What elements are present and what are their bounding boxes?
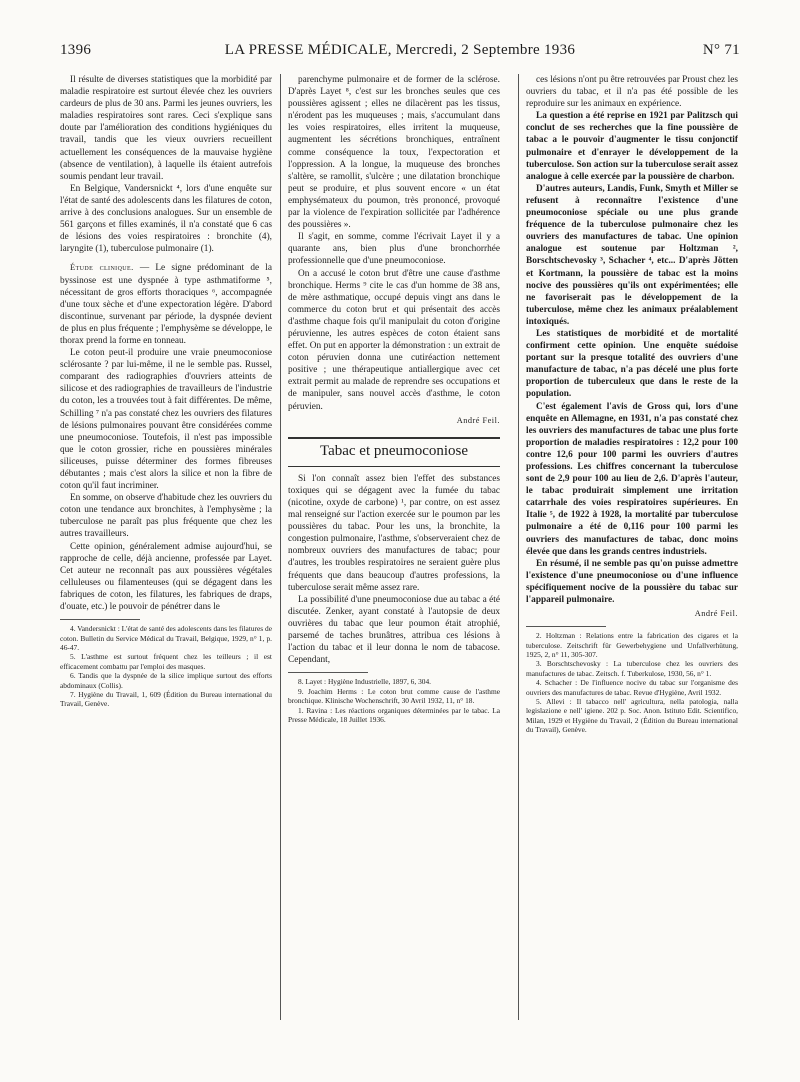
footnote-rule	[288, 672, 368, 673]
paragraph: On a accusé le coton brut d'être une cause d'asthme bronchique. Herms ⁹ cite le cas d'un homme de 38 ans, de mère asthmatique, occupé depuis vingt ans dans le commerce du coton brut et qui présentait des accès d'asthme chaque fois qu'il manipulait du coton d'origine péruvienne, les autres espèces de coton étaient sans effet. On put en apporter la démonstration : un extrait de coton péruvien donna une cutiréaction nettement positive ; une thérapeutique antiallergique avec cet extrait permit au malade de reprendre ses occupations et de manipuler, sans nouvel accès d'asthme, le coton péruvien.	[288, 268, 500, 412]
paragraph: En somme, on observe d'habitude chez les ouvriers du coton une tendance aux bronchites, à l'emphysème ; la tuberculose ne paraît pas plus fréquente que chez les autres travailleurs.	[60, 493, 272, 540]
paragraph: Il résulte de diverses statistiques que la morbidité par maladie respiratoire est surtout élevée chez les ouvriers cardeurs de plus de 30 ans. Parmi les jeunes ouvriers, les maladies respiratoires sont rares. Ceci s'explique sans doute par l'amélioration des conditions hygiéniques du travail, tandis que les vieux ouvriers recueillent actuellement les conséquences de la mauvaise hygiène (absence de ventilation), à laquelle ils étaient autrefois soumis pendant leur travail.	[60, 75, 272, 182]
paragraph: parenchyme pulmonaire et de former de la sclérose. D'après Layet ⁸, c'est sur les bronches seules que ces poussières agissent ; elles ne dilacèrent pas les tissus, n'érodent pas les muqueuses ; mais, s'accumulant dans les voies respiratoires, elles irritent la muqueuse, augmentent les sécrétions bronchiques, entraînent comme conséquence la toux, l'expectoration et l'oppression. A la longue, la muqueuse des bronches s'altère, se ramollit, s'ulcère ; une dilatation bronchique peut se produire, et plus souvent encore « un état emphysémateux du poumon, très prononcé, provoqué par la violence de l'expiration sollicitée par l'adhérence des poussières ».	[288, 75, 500, 231]
paragraph: La possibilité d'une pneumoconiose due au tabac a été discutée. Zenker, ayant constaté à l'autopsie de deux ouvrières du tabac que leur poumon était atrophié, parsemé de taches brunâtres, attribua ces lésions à l'action du tabac et il leur donna le nom de tabacose. Cependant,	[288, 594, 500, 666]
paragraph: Le coton peut-il produire une vraie pneumoconiose sclérosante ? par lui-même, il ne le semble pas. Russel, comparant des radiographies d'ouvriers atteints de silicose et des radiographies de travailleurs de l'industrie du coton, les a trouvées tout à fait différentes. De même, Schilling ⁷ n'a pas constaté chez les ouvriers des filatures de lésions pulmonaires pouvant être considérées comme une pneumoconiose. Toutefois, il n'est pas impossible que le coton grossier, riche en poussières minérales siliceuses, puisse déterminer des formes fibreuses débutantes ; mais c'est alors la silice et non la fibre de coton qu'il faut incriminer.	[60, 348, 272, 492]
column-right	[526, 74, 738, 1020]
column-left	[60, 74, 272, 1020]
author-signature: André Feil.	[694, 609, 738, 619]
paragraph: En Belgique, Vandersnickt ⁴, lors d'une enquête sur l'état de santé des adolescents dans les filatures de coton, arrive à des conclusions analogues. Sur un ensemble de 561 garçons et filles examinés, il n'a constaté que 6 cas de lésions des voies respiratoires : bronchite (4), laryngite (1), tuberculose pulmonaire (1).	[60, 183, 272, 255]
footnote: 4. Vandersnickt : L'état de santé des adolescents dans les filatures de coton. Bulletin du Service Médical du Travail, Belgique, 1929, n° 1, p. 46-47.	[60, 624, 272, 652]
footnote: 7. Hygiène du Travail, 1, 609 (Édition du Bureau international du Travail, Genève.	[60, 689, 272, 709]
page-number: 1396	[60, 42, 92, 58]
paragraph: ces lésions n'ont pu être retrouvées par Proust chez les ouvriers du tabac, et il n'a pas été possible de les reproduire sur les animaux en expérience.	[526, 75, 738, 110]
article-title-box	[288, 437, 500, 467]
paragraph: Il s'agit, en somme, comme l'écrivait Layet il y a quarante ans, bien plus d'une bronchorrhée professionnelle que d'une pneumoconiose.	[288, 232, 500, 267]
paragraph: C'est également l'avis de Gross qui, lors d'une enquête en Allemagne, en 1931, n'a pas constaté chez les ouvriers des manufactures de tabac une plus forte proportion de maladies respiratoires : 12,2 pour 100 contre 12,6 pour 100 parmi les ouvriers d'autres professions. Les chiffres concernant la tuberculose sont de 2,9 pour 100 au lieu de 2,6. D'après l'auteur, le tabac produirait simplement une irritation catarrhale des voies respiratoires supérieures. En Italie ⁵, de 1922 à 1928, la mortalité par tuberculose pulmonaire a été de 0,116 pour 100 parmi les ouvriers des manufactures de tabac, donc moins élevée que dans les grands centres industriels.	[526, 401, 738, 557]
footnote-rule	[526, 626, 606, 627]
footnote: 6. Tandis que la dyspnée de la silice implique surtout des efforts abdominaux (Collis).	[60, 671, 272, 690]
author-signature: André Feil.	[456, 415, 500, 425]
paragraph: Cette opinion, généralement admise aujourd'hui, se rapproche de celle, déjà ancienne, professée par Layet. Cet auteur ne reconnaît pas aux poussières végétales celluleuses ou filamenteuses (qui se dégagent dans les fabriques de coton, les filatures, les fabriques de draps, d'ouate, etc.) le pouvoir de pénétrer dans le	[60, 541, 272, 613]
running-header	[60, 42, 740, 64]
column-rule	[518, 74, 519, 1020]
paragraph: La question a été reprise en 1921 par Palitzsch qui conclut de ses recherches que la fine poussière de tabac a le pouvoir d'augmenter le tissu conjonctif pulmonaire et d'enrayer le développement de la tuberculose. Son action sur la tuberculose serait assez analogue à celle exercée par la poussière de charbon.	[526, 111, 738, 182]
paragraph: D'autres auteurs, Landis, Funk, Smyth et Miller se refusent à reconnaître l'existence d'une pneumoconiose spéciale ou une plus grande fréquence de la tuberculose pulmonaire chez les ouvriers des manufactures de tabac. Une opinion analogue est soutenue par Holtzman ², Borschtschevosky ³, Schacher ⁴, etc... D'après Jötten et Kortmann, la poussière de tabac est la moins nocive des poussières qu'ils ont expérimentées; elle ne favoriserait pas le développement de la tuberculose, même chez les animaux préalablement intoxiqués.	[526, 183, 738, 327]
paragraph-text: — Le signe prédominant de la byssinose est une dyspnée à type asthmatiforme ⁵, nécessitant de gros efforts thoraciques ⁶, accompagnée d'une toux sèche et d'une expectoration légère. D'abord discontinue, survenant par période, la dyspnée devient de plus en plus fréquente ; l'emphysème se développe, le thorax prend la forme en tonneau.	[60, 263, 272, 346]
footnote: 2. Holtzman : Relations entre la fabrication des cigares et la tuberculose. Zeitschrift für Gewerbehygiene und Unfallverhütung, 1925, 2, n° 11, 305-307.	[526, 631, 738, 660]
footnote: 1. Ravina : Les réactions organiques déterminées par le tabac. La Presse Médicale, 18 Juillet 1936.	[288, 705, 500, 724]
footnote: 9. Joachim Herms : Le coton brut comme cause de l'asthme bronchique. Klinische Wochenschrift, 30 Avril 1932, 11, n° 18.	[288, 686, 500, 706]
footnote: 8. Layet : Hygiène Industrielle, 1897, 6, 304.	[298, 677, 432, 687]
paragraph: Les statistiques de morbidité et de mortalité confirment cette opinion. Une enquête suédoise portant sur la presque totalité des ouvriers d'une manufacture de tabac, n'a pas décelé une plus forte proportion de tuberculeux que dans le reste de la population.	[526, 328, 738, 400]
paragraph: Si l'on connaît assez bien l'effet des substances toxiques qui se dégagent avec la fumée du tabac (nicotine, oxyde de carbone) ¹, par contre, on est assez mal renseigné sur l'action exercée sur le poumon par les poussières du tabac. Pour les uns, la bronchite, la congestion pulmonaire, l'asthme, s'observeraient chez de nombreux ouvriers des manufactures de tabac; pour d'autres, les troubles respiratoires ne seraient guère plus fréquents que dans beaucoup d'autres professions, la tuberculose serait même assez rare.	[288, 473, 500, 593]
article-title: Tabac et pneumoconiose	[319, 442, 469, 459]
footnote-rule	[60, 619, 140, 620]
footnote: 3. Borschtschevosky : La tuberculose chez les ouvriers des manufactures de tabac. Zeitsch. f. Tuberkulose, 1930, 56, n° 1.	[526, 659, 738, 678]
column-middle	[288, 74, 500, 1020]
section-lead: Étude clinique.	[70, 262, 134, 273]
footnote: 5. Allevi : Il tabacco nell' agricultura, nella patologia, nalla legislazione e nell' igiene. 202 p. Soc. Anon. Istituto Edit. Scientifico, Milan, 1929 et Hygiène du Travail, 2 (Édition du Bureau international du Travail), Genève.	[526, 697, 738, 735]
paragraph: En résumé, il ne semble pas qu'on puisse admettre l'existence d'une pneumoconiose ou d'une influence spécifiquement nocive de la poussière du tabac sur l'appareil pulmonaire.	[526, 558, 738, 606]
footnote: 4. Schacher : De l'influence nocive du tabac sur l'organisme des ouvriers des manufactures de tabac. Revue d'Hygiène, Avril 1932.	[526, 678, 738, 697]
journal-title: LA PRESSE MÉDICALE, Mercredi, 2 Septembre 1936	[224, 42, 576, 58]
footnote: 5. L'asthme est surtout fréquent chez les teilleurs ; il est efficacement combattu par l'emploi des masques.	[60, 652, 272, 671]
issue-number: N° 71	[702, 42, 740, 58]
column-rule	[280, 74, 281, 1020]
paragraph	[60, 261, 272, 347]
